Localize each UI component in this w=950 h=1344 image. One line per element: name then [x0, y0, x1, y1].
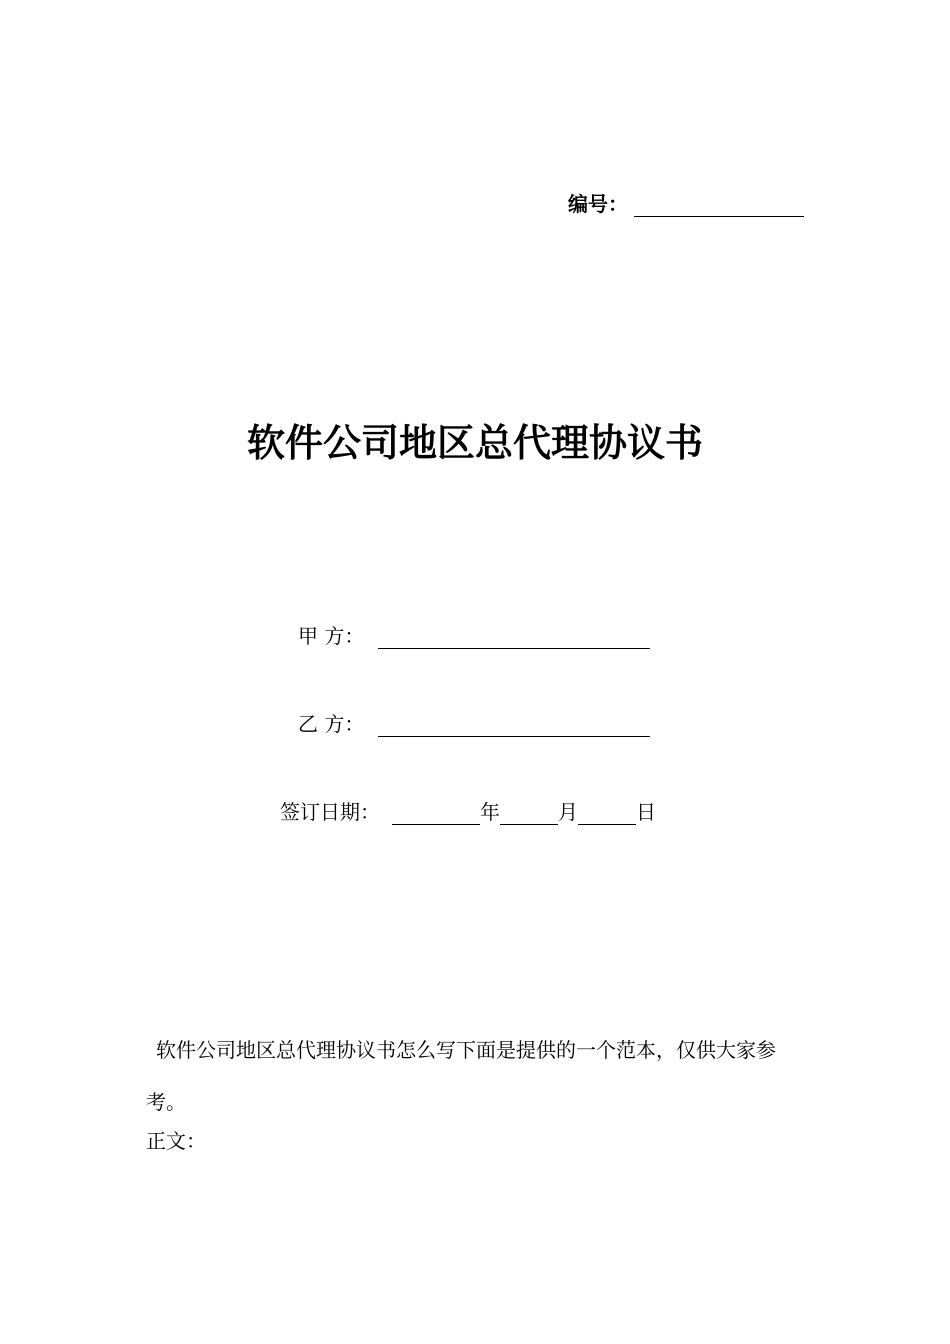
party-a-label: 甲 方：	[298, 624, 365, 648]
party-b-line	[298, 708, 650, 737]
party-b-label: 乙 方：	[298, 712, 365, 736]
party-b-blank	[378, 716, 650, 737]
year-blank	[392, 804, 480, 825]
signing-date-label: 签订日期：	[280, 800, 380, 824]
document-title: 软件公司地区总代理协议书	[246, 421, 703, 465]
document-number-label: 编号：	[568, 192, 628, 216]
signing-date-line	[280, 796, 656, 825]
day-label: 日	[636, 800, 656, 824]
document-number-blank	[634, 192, 804, 217]
month-blank	[500, 804, 558, 825]
document-number-line	[568, 188, 804, 217]
day-blank	[578, 804, 636, 825]
section-label: 正文：	[146, 1129, 206, 1153]
month-label: 月	[558, 800, 578, 824]
year-label: 年	[480, 800, 500, 824]
party-a-line	[298, 620, 650, 649]
party-a-blank	[378, 628, 650, 649]
intro-paragraph: 软件公司地区总代理协议书怎么写下面是提供的一个范本，仅供大家参考。	[146, 1038, 776, 1114]
